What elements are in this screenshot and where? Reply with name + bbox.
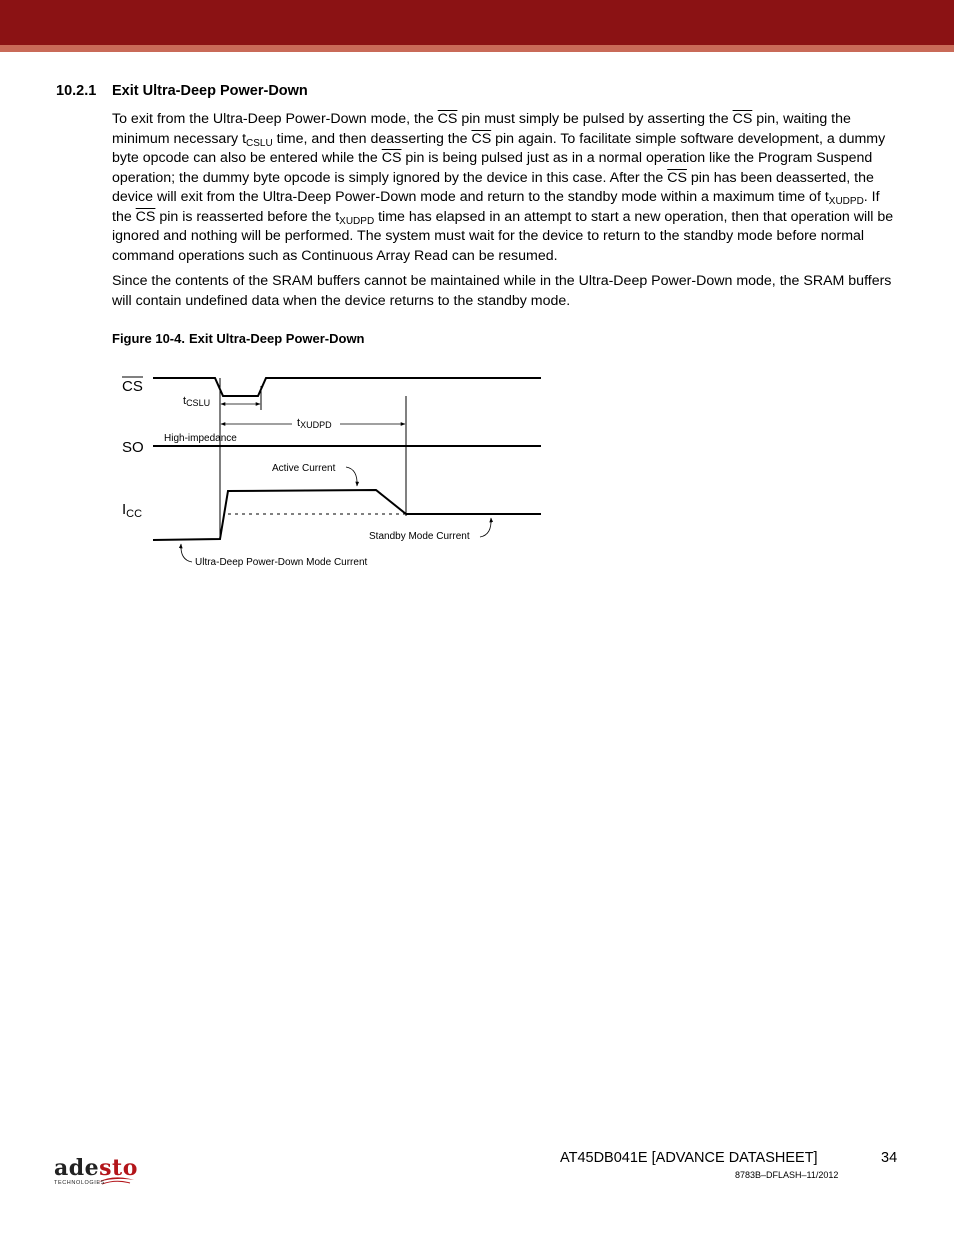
cs-waveform <box>153 378 541 396</box>
header-stripe <box>0 45 954 52</box>
text-run: To exit from the Ultra-Deep Power-Down mode, the <box>112 111 438 127</box>
document-code: 8783B–DFLASH–11/2012 <box>735 1170 839 1180</box>
so-signal-label: SO <box>122 439 144 456</box>
active-current-label: Active Current <box>272 463 336 474</box>
section-number: 10.2.1 <box>56 83 97 99</box>
section-heading <box>56 83 308 99</box>
logo-subtitle: TECHNOLOGIES <box>54 1180 105 1186</box>
cs-signal-ref: $\overline{CS}$ <box>471 130 492 147</box>
adesto-logo <box>54 1156 144 1190</box>
udpd-current-label: Ultra-Deep Power-Down Mode Current <box>195 557 368 568</box>
txudpd-subscript: XUDPD <box>828 196 864 207</box>
icc-signal-label: $I_{CC}$ <box>122 501 143 520</box>
text-run: pin is being pulsed just as in a normal operation like the Program Suspend operation; the dummy byte opcode is simply ignored by the device in this case. After the <box>112 150 873 186</box>
text-run: pin is reasserted before the t <box>155 208 340 225</box>
page-number: 34 <box>881 1150 898 1166</box>
paragraph-sram-buffers: Since the contents of the SRAM buffers cannot be maintained while in the Ultra-Deep Power-Down mode, the SRAM buffers will contain undefined data when the device returns to the standby mode. <box>112 273 892 309</box>
cs-signal-ref: $\overline{CS}$ <box>667 169 687 186</box>
cs-signal-ref: $\overline{CS}$ <box>732 111 753 127</box>
document-title: AT45DB041E [ADVANCE DATASHEET] <box>560 1150 818 1166</box>
figure-number: Figure 10-4. <box>112 331 185 346</box>
logo-wordmark: adesto <box>54 1155 138 1181</box>
text-run: time, and then deasserting the <box>272 130 472 147</box>
standby-current-label: Standby Mode Current <box>369 531 470 542</box>
cs-signal-label: CS <box>122 378 143 395</box>
figure-caption <box>112 331 365 346</box>
header-bar <box>0 0 954 45</box>
txudpd-subscript: XUDPD <box>339 215 375 227</box>
text-run: pin has been deasserted, the device will exit from the Ultra-Deep Power-Down mode and return to the standby mode within a maximum time of t <box>112 169 874 205</box>
figure-title: Exit Ultra-Deep Power-Down <box>188 331 365 346</box>
section-title: Exit Ultra-Deep Power-Down <box>112 83 308 99</box>
text-run: pin, waiting the minimum necessary t <box>112 111 851 147</box>
high-impedance-label: High-impedance <box>164 433 237 444</box>
paragraph-exit-procedure <box>112 110 902 266</box>
txudpd-label: tXUDPD <box>297 417 332 430</box>
cs-signal-ref: $\overline{CS}$ <box>437 111 458 127</box>
active-current-pointer <box>346 467 357 486</box>
icc-waveform <box>153 490 541 540</box>
text-run: . If the <box>112 189 880 225</box>
udpd-current-pointer <box>181 544 192 562</box>
timing-diagram <box>0 360 600 580</box>
standby-current-pointer <box>480 518 491 537</box>
text-run: pin again. To facilitate simple software development, a dummy byte opcode can also be entered while the <box>112 130 886 166</box>
text-run: time has elapsed in an attempt to start a new operation, then that operation will be ignored and nothing will be performed. The system must wait for the device to return to the standby mode before normal command operations such as Continuous Array Read can be resumed. <box>112 208 894 264</box>
tcslu-subscript: CSLU <box>246 137 273 149</box>
text-run: pin must simply be pulsed by asserting the <box>457 111 733 127</box>
tcslu-label: tCSLU <box>183 395 211 408</box>
cs-signal-ref: $\overline{CS}$ <box>381 150 402 166</box>
cs-signal-ref: $\overline{CS}$ <box>135 208 156 225</box>
